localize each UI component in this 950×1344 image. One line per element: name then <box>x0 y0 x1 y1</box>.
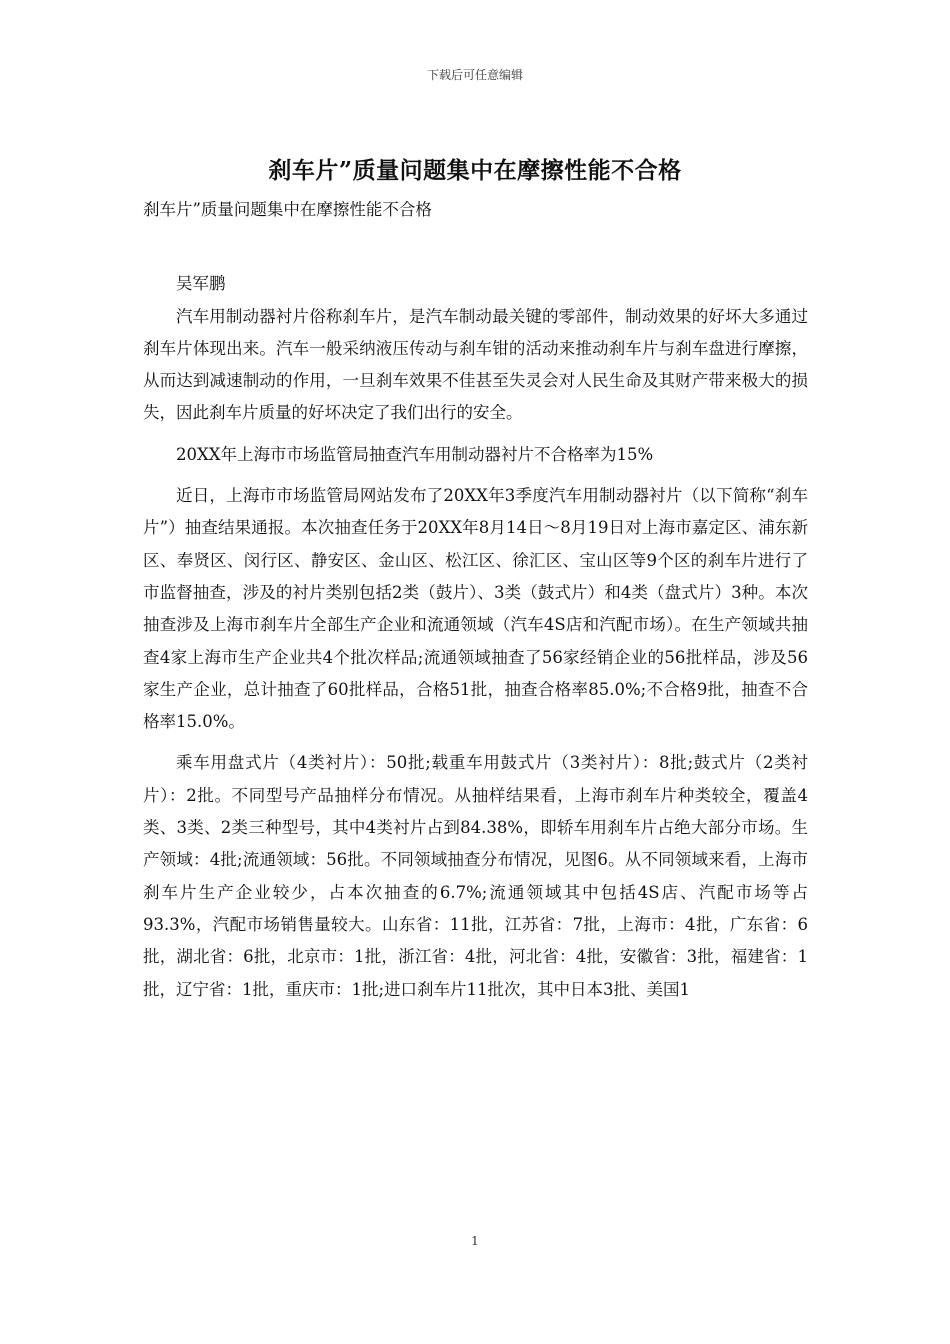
paragraph-headline: 20XX年上海市市场监管局抽查汽车用制动器衬片不合格率为15% <box>176 444 654 464</box>
document-subtitle: 刹车片”质量问题集中在摩擦性能不合格 <box>143 200 432 219</box>
page-number: 1 <box>471 1234 479 1248</box>
document-body <box>143 194 808 1006</box>
paragraph-intro: 汽车用制动器衬片俗称刹车片，是汽车制动最关键的零部件，制动效果的好坏大多通过刹车片体现出来。汽车一般采纳液压传动与刹车钳的活动来推动刹车片与刹车盘进行摩擦，从而达到减速制动的作用，一旦刹车效果不佳甚至失灵会对人民生命及其财产带来极大的损失，因此刹车片质量的好坏决定了我们出行的安全。 <box>143 306 808 423</box>
author-name: 吴军鹏 <box>176 274 226 294</box>
paragraph-inspection-report: 近日，上海市市场监管局网站发布了20XX年3季度汽车用制动器衬片（以下简称“刹车片”）抽查结果通报。本次抽查任务于20XX年8月14日～8月19日对上海市嘉定区、浦东新区、奉贤区、闵行区、静安区、金山区、松江区、徐汇区、宝山区等9个区的刹车片进行了市监督抽查，涉及的衬片类别包括2类（鼓片）、3类（鼓式片）和4类（盘式片）3种。本次抽查涉及上海市刹车片全部生产企业和流通领域（汽车4S店和汽配市场）。在生产领域共抽查4家上海市生产企业共4个批次样品;流通领域抽查了56家经销企业的56批样品，涉及56家生产企业，总计抽查了60批样品，合格51批，抽查合格率85.0%;不合格9批，抽查不合格率15.0%。 <box>143 486 808 732</box>
document-title: 刹车片”质量问题集中在摩擦性能不合格 <box>268 157 682 184</box>
page-header-note: 下载后可任意编辑 <box>426 68 523 82</box>
paragraph-sample-distribution: 乘车用盘式片（4类衬片）：50批;载重车用鼓式片（3类衬片）：8批;鼓式片（2类衬片）：2批。不同型号产品抽样分布情况。从抽样结果看，上海市刹车片种类较全，覆盖4类、3类、2类三种型号，其中4类衬片占到84.38%，即轿车用刹车片占绝大部分市场。生产领域：4批;流通领域：56批。不同领域抽查分布情况，见图6。从不同领域来看，上海市刹车片生产企业较少，占本次抽查的6.7%;流通领域其中包括4S店、汽配市场等占93.3%，汽配市场销售量较大。山东省：11批，江苏省：7批，上海市：4批，广东省：6批，湖北省：6批，北京市：1批，浙江省：4批，河北省：4批，安徽省：3批，福建省：1批，辽宁省：1批，重庆市：1批;进口刹车片11批次，其中日本3批、美国1 <box>143 753 808 999</box>
